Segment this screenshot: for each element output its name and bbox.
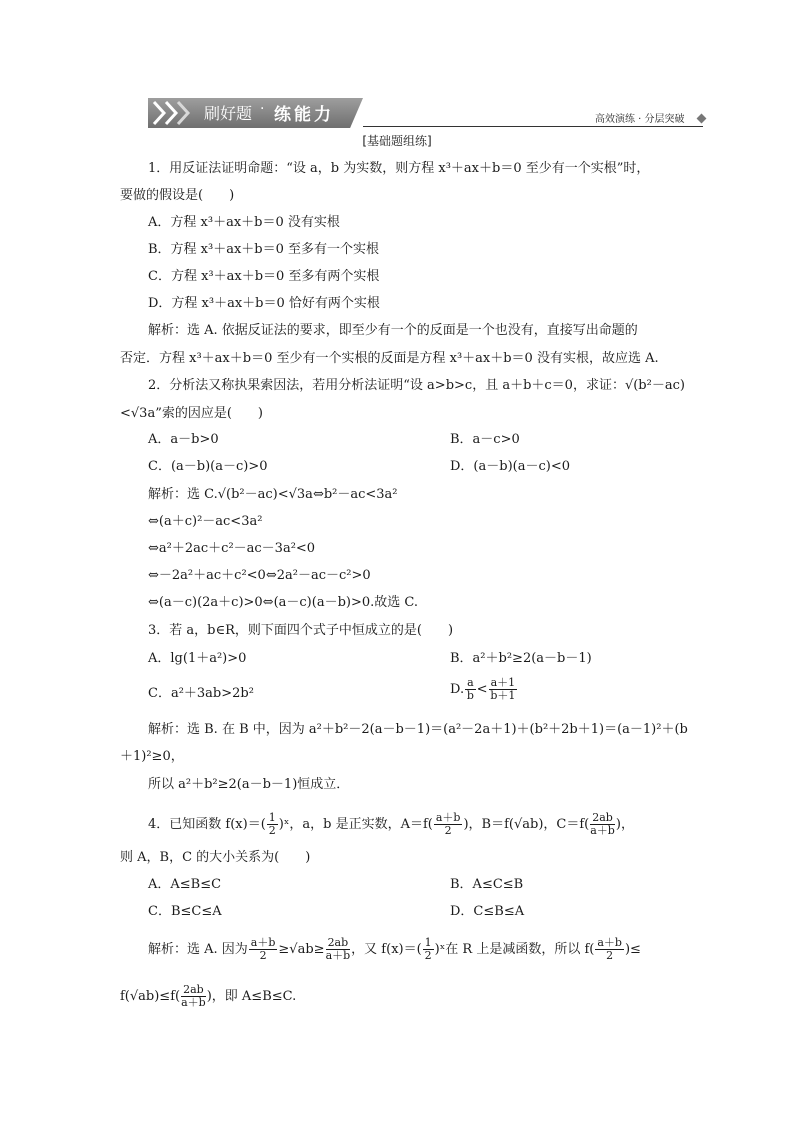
q4-option-b: B．A≤C≤B xyxy=(450,877,524,892)
q1-option-a: A．方程 x³＋ax＋b＝0 没有实根 xyxy=(148,215,340,230)
banner-separator: · xyxy=(260,101,265,117)
q4-fraction-ab-den: 2 xyxy=(444,824,452,837)
q4-answer2-fraction-num: 2ab xyxy=(183,983,204,996)
q4-answer-fraction-4 xyxy=(595,937,624,962)
q3-fraction-2-den: b＋1 xyxy=(490,689,516,702)
q4-answer-fraction-3-den: 2 xyxy=(424,949,432,962)
header-subtitle: 高效演练 · 分层突破 xyxy=(595,114,685,125)
q4-fraction-c xyxy=(590,812,615,837)
q4-paren-close-3: ) xyxy=(615,817,621,832)
q4-answer-fraction-1-den: 2 xyxy=(259,949,267,962)
q2-answer-line4: ⇔－2a²＋ac＋c²<0⇔2a²－ac－c²>0 xyxy=(148,568,371,583)
q4-answer-fraction-3-num: 1 xyxy=(424,936,432,949)
q4-answer2-paren-open: ( xyxy=(175,989,181,1004)
chevron-right-icon xyxy=(150,98,200,128)
q4-answer-line1 xyxy=(148,937,641,962)
q4-answer-paren-close: ) xyxy=(434,942,440,957)
q4-stem-part-a: 4．已知函数 f(x)＝ xyxy=(148,817,261,832)
q4-answer2-part-a: f(√ab)≤f xyxy=(120,989,176,1004)
q3-answer-line3: 所以 a²＋b²≥2(a－b－1)恒成立． xyxy=(148,777,350,792)
q4-stem-part-c: ，B＝f(√ab)，C＝f xyxy=(468,817,585,832)
q4-answer-fraction-2-den: a＋b xyxy=(325,949,351,962)
q4-fraction-ab-num: a＋b xyxy=(435,811,461,824)
section-title: [基础题组练] xyxy=(362,134,432,148)
q1-stem-line2: 要做的假设是( ) xyxy=(120,188,235,203)
q1-stem-line1: 1．用反证法证明命题：“设 a，b 为实数，则方程 x³＋ax＋b＝0 至少有一个实根”时， xyxy=(148,161,650,176)
q2-option-b: B．a－c>0 xyxy=(450,432,520,447)
q4-fraction-c-den: a＋b xyxy=(590,824,615,837)
q4-answer-fraction-1-num: a＋b xyxy=(250,936,276,949)
q4-answer-part-e: ≤ xyxy=(630,942,641,957)
q4-answer-line2 xyxy=(120,984,296,1009)
header-rule xyxy=(363,126,703,127)
q3-option-d-prefix: D. xyxy=(450,682,465,697)
q4-answer-fraction-4-num: a＋b xyxy=(597,936,622,949)
q3-fraction-2 xyxy=(489,677,518,702)
q4-answer-fraction-3 xyxy=(423,937,434,962)
q4-answer-paren-open: ( xyxy=(416,942,422,957)
q4-stem-line2: 则 A，B，C 的大小关系为( ) xyxy=(120,850,311,865)
q3-option-a: A．lg(1＋a²)>0 xyxy=(148,651,247,666)
q2-stem-line2: <√3a”索的因应是( ) xyxy=(120,406,263,421)
q4-answer-fraction-4-den: 2 xyxy=(606,949,614,962)
q4-option-d: D．C≤B≤A xyxy=(450,904,525,919)
q4-answer-part-d: ˣ在 R 上是减函数，所以 f xyxy=(439,942,590,957)
q4-answer-fraction-1 xyxy=(249,937,278,962)
q2-stem-line1: 2．分析法又称执果索因法，若用分析法证明“设 a>b>c，且 a＋b＋c＝0，求证：√(b²－ac) xyxy=(148,378,685,393)
q3-option-d xyxy=(450,677,518,702)
q3-option-d-lt: < xyxy=(476,682,488,697)
q4-fraction-c-num: 2ab xyxy=(592,811,613,824)
q3-option-b: B．a²＋b²≥2(a－b－1) xyxy=(450,651,592,666)
q2-answer-line1: 解析：选 C.√(b²－ac)<√3a⇔b²－ac<3a² xyxy=(148,487,398,502)
q4-answer-fraction-2 xyxy=(326,937,351,962)
q3-answer-line1: 解析：选 B. 在 B 中，因为 a²＋b²－2(a－b－1)＝(a²－2a＋1)＋(b²＋2b＋1)＝(a－1)²＋(b xyxy=(148,722,688,737)
q4-answer2-paren-close: ) xyxy=(206,989,212,1004)
q4-stem-line1 xyxy=(148,812,634,837)
q4-fraction-half-den: 2 xyxy=(268,824,276,837)
q3-fraction-2-num: a＋1 xyxy=(490,676,516,689)
q4-answer2-part-b: ，即 A≤B≤C. xyxy=(211,989,297,1004)
q4-answer-paren-close-2: ) xyxy=(624,942,631,957)
q1-answer-line2: 否定．方程 x³＋ax＋b＝0 至少有一个实根的反面是方程 x³＋ax＋b＝0 没有实根，故应选 A. xyxy=(120,351,659,366)
q3-fraction-1-den: b xyxy=(466,689,474,702)
q4-answer-part-b: ≥√ab≥ xyxy=(278,942,325,957)
q3-answer-line2: ＋1)²≥0， xyxy=(120,749,184,764)
q3-fraction-1-num: a xyxy=(467,676,474,689)
q4-answer-paren-open-2: ( xyxy=(589,942,595,957)
q3-option-c: C．a²＋3ab>2b² xyxy=(148,686,254,701)
q1-option-b: B．方程 x³＋ax＋b＝0 至多有一个实根 xyxy=(148,242,380,257)
q2-option-c: C．(a－b)(a－c)>0 xyxy=(148,459,268,474)
q4-answer-fraction-2-num: 2ab xyxy=(327,936,349,949)
q4-paren-open: ( xyxy=(260,817,266,832)
banner-title-left: 刷好题 xyxy=(204,104,253,123)
q4-answer2-fraction xyxy=(181,984,206,1009)
q4-fraction-half xyxy=(267,812,278,837)
q4-answer-part-a: 解析：选 A. 因为 xyxy=(148,942,248,957)
q4-paren-open-2: ( xyxy=(427,817,433,832)
q4-paren-open-3: ( xyxy=(584,817,590,832)
q4-option-a: A．A≤B≤C xyxy=(148,877,222,892)
q4-stem-part-b: ˣ，a，b 是正实数，A＝f xyxy=(283,817,428,832)
q4-fraction-ab xyxy=(434,812,463,837)
q1-option-c: C．方程 x³＋ax＋b＝0 至多有两个实根 xyxy=(148,269,380,284)
q4-paren-close-2: ) xyxy=(463,817,469,832)
q1-option-d: D．方程 x³＋ax＋b＝0 恰好有两个实根 xyxy=(148,296,380,311)
q2-answer-line5: ⇔(a－c)(2a＋c)>0⇔(a－c)(a－b)>0.故选 C. xyxy=(148,595,419,610)
q2-answer-line2: ⇔(a＋c)²－ac<3a² xyxy=(148,514,263,529)
q1-answer-line1: 解析：选 A. 依据反证法的要求，即至少有一个的反面是一个也没有，直接写出命题的 xyxy=(148,323,638,338)
q4-paren-close: ) xyxy=(278,817,284,832)
q4-stem-part-d: ， xyxy=(620,817,634,832)
q2-option-a: A．a－b>0 xyxy=(148,432,219,447)
q3-stem: 3．若 a，b∈R，则下面四个式子中恒成立的是( ) xyxy=(148,623,454,638)
banner-title-right: 练能力 xyxy=(274,105,334,125)
q4-fraction-half-num: 1 xyxy=(268,811,276,824)
q2-answer-line3: ⇔a²＋2ac＋c²－ac－3a²<0 xyxy=(148,541,316,556)
q4-answer2-fraction-den: a＋b xyxy=(181,996,206,1009)
q2-option-d: D．(a－b)(a－c)<0 xyxy=(450,459,570,474)
q4-option-c: C．B≤C≤A xyxy=(148,904,222,919)
diamond-icon xyxy=(697,114,707,124)
q3-fraction-1 xyxy=(465,677,476,702)
q4-answer-part-c: ，又 f(x)＝ xyxy=(351,942,417,957)
